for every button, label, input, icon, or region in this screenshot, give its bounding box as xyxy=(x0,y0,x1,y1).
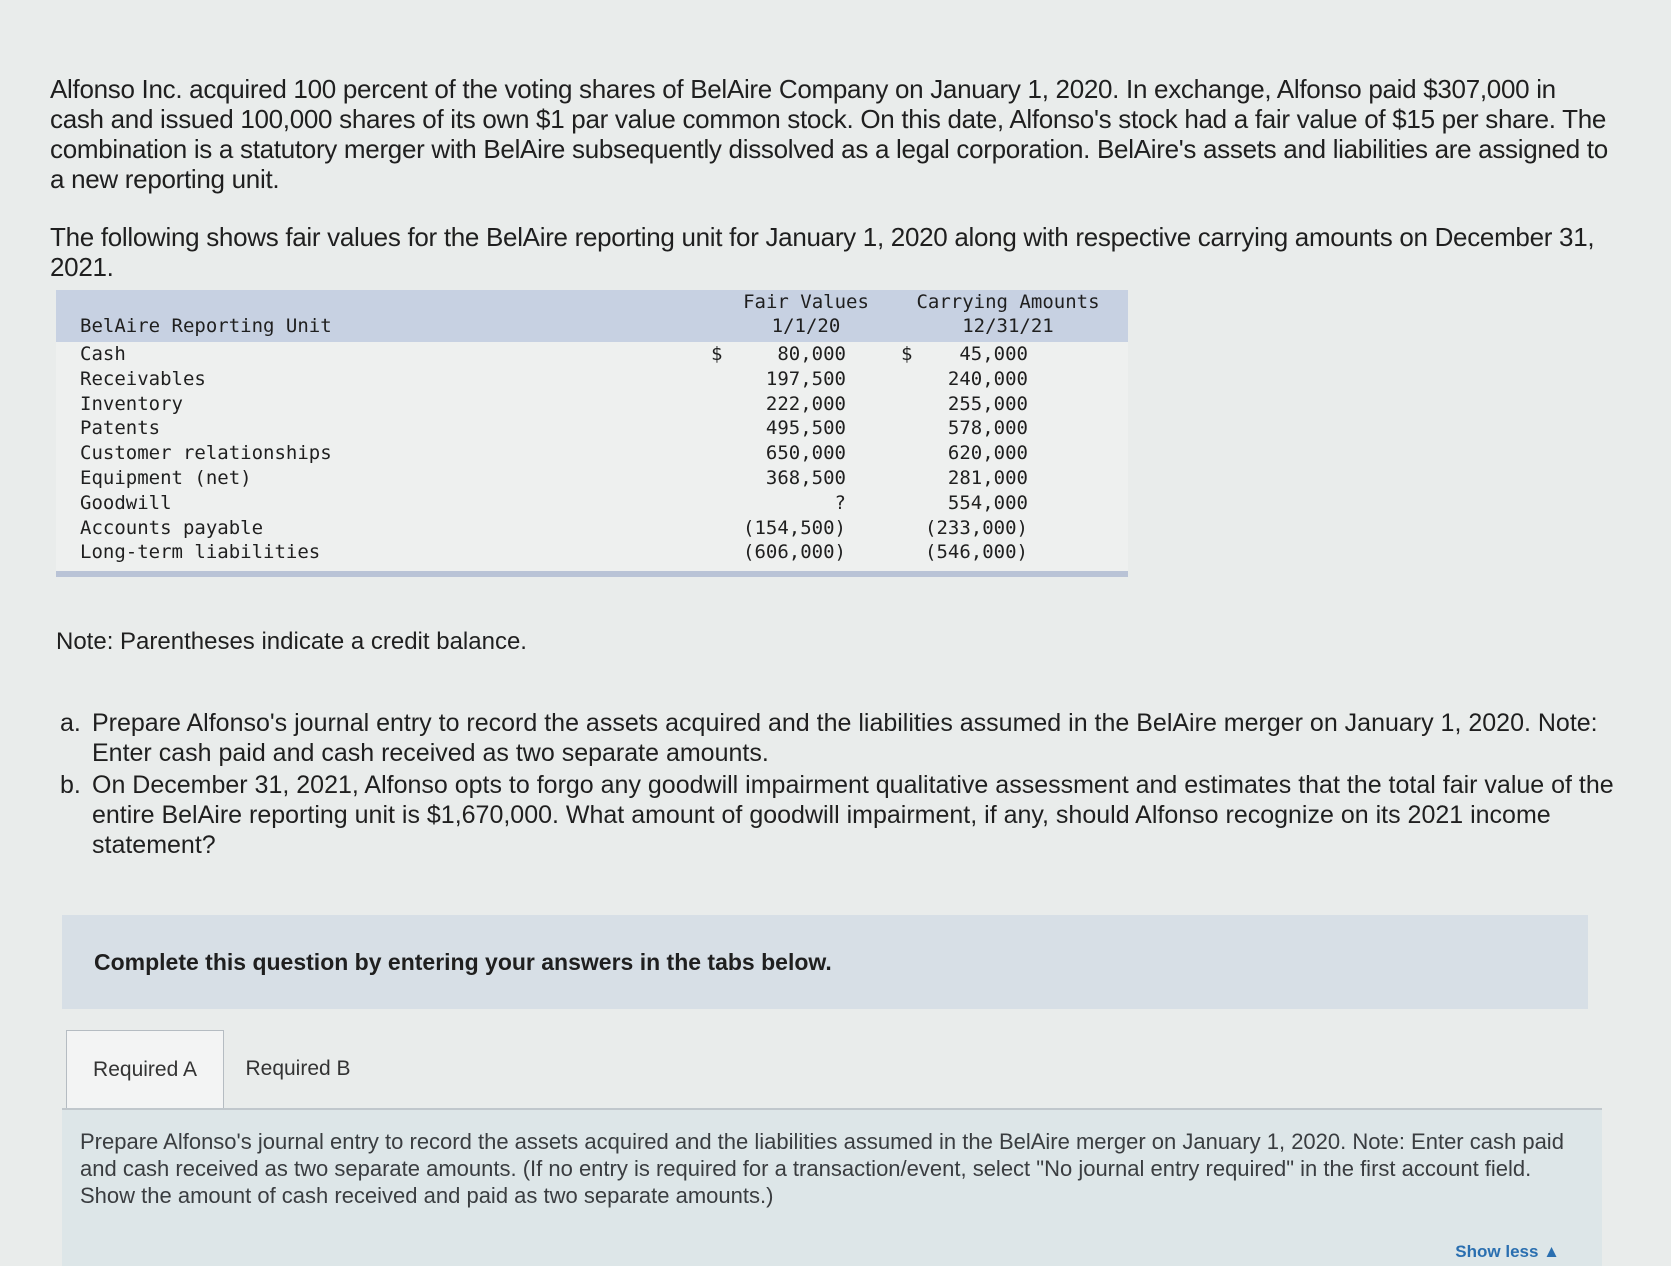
tab-required-a[interactable]: Required A xyxy=(66,1030,224,1109)
table-intro: The following shows fair values for the BelAire reporting unit for January 1, 2020 along with respective carrying amounts on December 31, 2021. xyxy=(50,222,1595,282)
credit-note: Note: Parentheses indicate a credit balance. xyxy=(56,628,527,655)
reporting-unit-table xyxy=(56,290,1128,577)
row-label: Accounts payable xyxy=(80,516,264,539)
fair-value-cell: 650,000 xyxy=(765,442,846,465)
dollar-sign: $ xyxy=(901,343,913,365)
dollar-sign: $ xyxy=(711,343,723,365)
question-letter: b. xyxy=(60,771,81,799)
fair-value-cell: (154,500) xyxy=(743,516,846,539)
question-a xyxy=(60,708,1620,768)
carrying-amount-cell: 554,000 xyxy=(947,491,1028,514)
carrying-amount-cell: 240,000 xyxy=(947,367,1028,390)
table-row xyxy=(56,516,1128,541)
fv-header xyxy=(736,290,876,338)
row-label: Long-term liabilities xyxy=(80,541,321,564)
ca-header-date: 12/31/21 xyxy=(962,315,1054,337)
table-bottom-rule xyxy=(56,571,1128,577)
table-header xyxy=(56,290,1128,342)
label-header: BelAire Reporting Unit xyxy=(80,315,332,337)
question-list xyxy=(60,708,1620,862)
instructions-text: Prepare Alfonso's journal entry to record the assets acquired and the liabilities assumed in the BelAire merger on January 1, 2020. Note: Enter cash paid and cash received as two separate amounts. (If no entry is required for a transaction/event, select "No journal entry required" in the first account field. Show the amount of cash received and paid as two separate amounts.) xyxy=(80,1129,1564,1208)
carrying-amount-cell: 255,000 xyxy=(947,392,1028,415)
ca-header-title: Carrying Amounts xyxy=(916,291,1100,313)
table-row xyxy=(56,540,1128,565)
question-letter: a. xyxy=(60,709,81,737)
row-label: Inventory xyxy=(80,392,183,415)
row-label: Customer relationships xyxy=(80,442,332,465)
table-row xyxy=(56,491,1128,516)
complete-text: Complete this question by entering your answers in the tabs below. xyxy=(94,949,832,975)
carrying-amount-cell: 45,000 xyxy=(959,343,1028,365)
table-row xyxy=(56,392,1128,417)
complete-banner xyxy=(62,915,1588,1009)
fair-value-cell: 495,500 xyxy=(765,417,846,440)
question-b xyxy=(60,770,1620,860)
fair-value-cell: (606,000) xyxy=(743,541,846,564)
tab-required-b[interactable]: Required B xyxy=(245,1057,351,1080)
row-label: Patents xyxy=(80,417,161,440)
row-label: Goodwill xyxy=(80,491,172,514)
carrying-amount-cell: (233,000) xyxy=(925,516,1028,539)
table-row xyxy=(56,466,1128,491)
carrying-amount-cell: 578,000 xyxy=(947,417,1028,440)
fair-value-cell: 80,000 xyxy=(777,343,846,365)
ca-header xyxy=(908,290,1108,338)
table-row xyxy=(56,367,1128,392)
fair-value-cell: 368,500 xyxy=(765,466,846,489)
carrying-amount-cell: 620,000 xyxy=(947,442,1028,465)
row-label: Equipment (net) xyxy=(80,466,252,489)
row-label: Receivables xyxy=(80,367,206,390)
row-label: Cash xyxy=(80,343,126,365)
table-row xyxy=(56,342,1128,367)
question-text: On December 31, 2021, Alfonso opts to forgo any goodwill impairment qualitative assessment and estimates that the total fair value of the entire BelAire reporting unit is $1,670,000. What amount of goodwill impairment, if any, should Alfonso recognize on its 2021 income statement? xyxy=(92,771,1614,859)
question-text: Prepare Alfonso's journal entry to record the assets acquired and the liabilities assumed in the BelAire merger on January 1, 2020. Note: Enter cash paid and cash received as two separate amounts. xyxy=(92,709,1598,767)
fv-header-title: Fair Values xyxy=(743,291,869,313)
carrying-amount-cell: (546,000) xyxy=(925,541,1028,564)
fair-value-cell: 222,000 xyxy=(765,392,846,415)
carrying-amount-cell: 281,000 xyxy=(947,466,1028,489)
table-body xyxy=(56,342,1128,565)
problem-intro: Alfonso Inc. acquired 100 percent of the voting shares of BelAire Company on January 1, 2020. In exchange, Alfonso paid $307,000 in cash and issued 100,000 shares of its own $1 par value common stock. On this date, Alfonso's stock had a fair value of $15 per share. The combination is a statutory merger with BelAire subsequently dissolved as a legal corporation. BelAire's assets and liabilities are assigned to a new reporting unit. xyxy=(50,74,1608,194)
fair-value-cell: 197,500 xyxy=(765,367,846,390)
instructions-panel xyxy=(62,1110,1602,1266)
table-row xyxy=(56,416,1128,441)
table-row xyxy=(56,441,1128,466)
fv-header-date: 1/1/20 xyxy=(771,315,841,337)
fair-value-cell: ? xyxy=(834,491,846,514)
show-less-link[interactable]: Show less ▲ xyxy=(1455,1242,1560,1261)
